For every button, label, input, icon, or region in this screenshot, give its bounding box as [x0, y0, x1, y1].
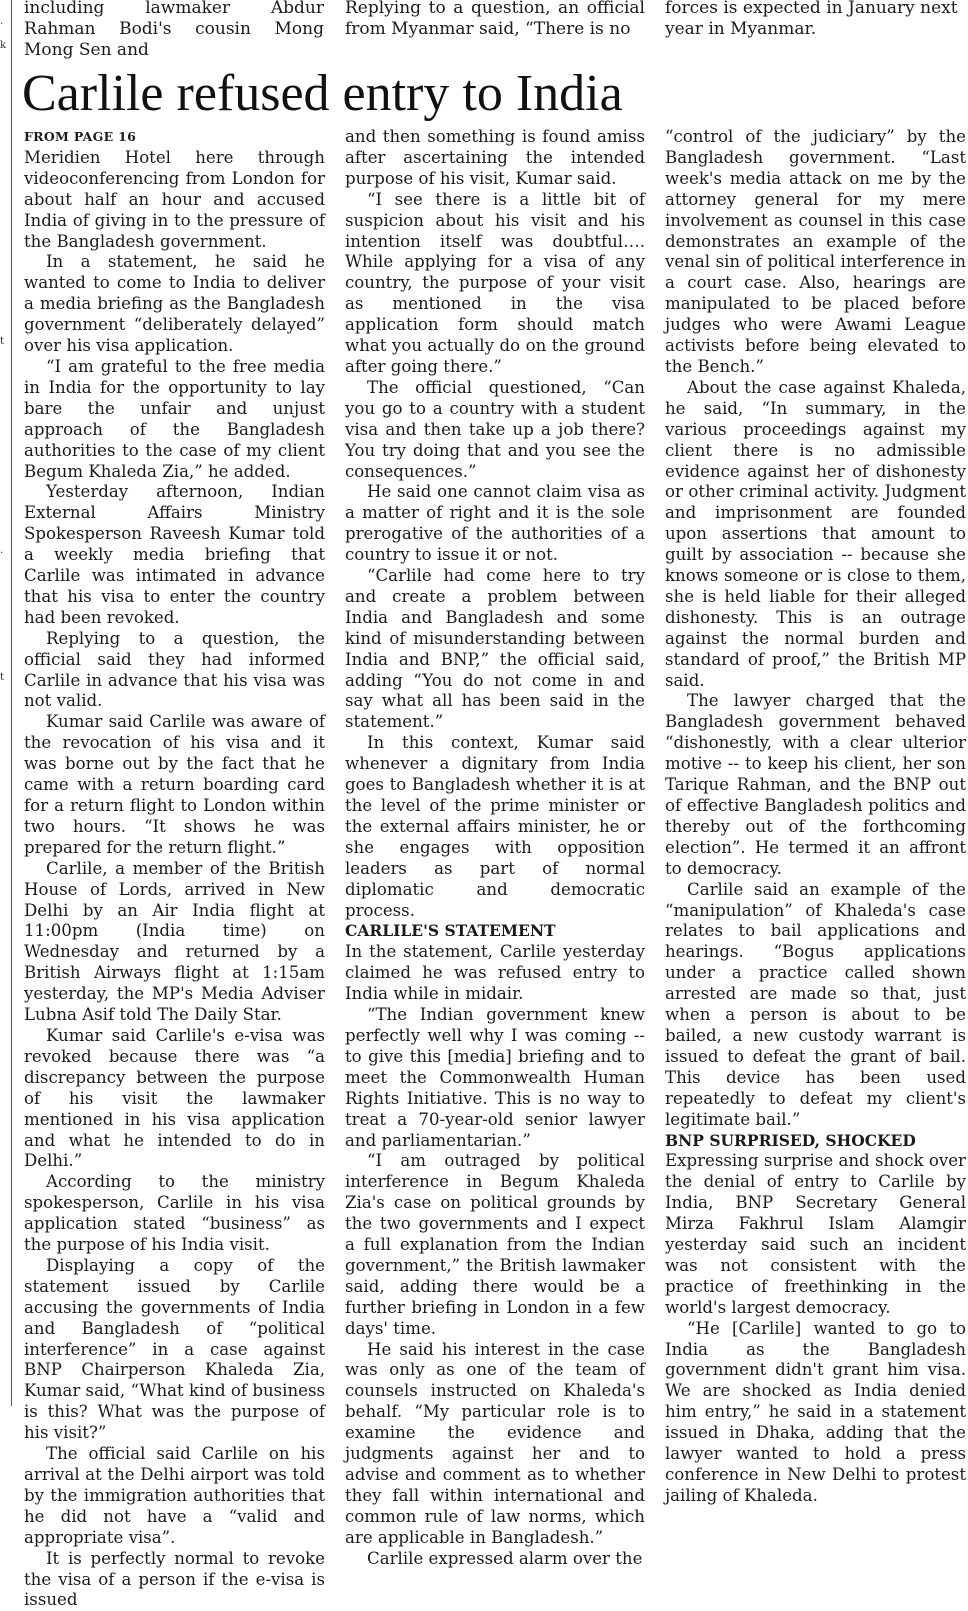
paragraph: It is perfectly normal to revoke the visa of a person if the e-visa is issued [24, 1548, 325, 1610]
paragraph: Displaying a copy of the statement issued by Carlile accusing the governments of India and Bangladesh of “political interference” in a case against BNP Chairperson Khaleda Zia, Kumar said, “What kind of business is this? What was the purpose of his visit?” [24, 1255, 325, 1443]
paragraph: “control of the judiciary” by the Bangladesh government. “Last week's media attack on me by the attorney general for my mere involvement as counsel in this case demonstrates an example of the venal sin of political interference in a court case. Also, hearings are manipulated to be placed before judges who were Awami League activists before being elevated to the Bench.” [665, 127, 966, 376]
margin-gutter [0, 0, 10, 1406]
paragraph: “The Indian government knew perfectly well why I was coming -- to give this [media] briefing and to meet the Commonwealth Human Rights Initiative. This is no way to treat a 70-year-old senior lawyer and parliamentarian.” [345, 1005, 645, 1150]
article-column-3 [665, 127, 966, 1505]
subheading: BNP SURPRISED, SHOCKED [665, 1130, 916, 1150]
paragraph: Carlile, a member of the British House of Lords, arrived in New Delhi by an Air India flight at 11:00pm (India time) on Wednesday and returned by a British Airways flight at 1:15am yesterday, the MP's Media Adviser Lubna Asif told The Daily Star. [24, 858, 325, 1025]
paragraph: “I see there is a little bit of suspicion about his visit and his intention itself was doubtful…. While applying for a visa of any country, the purpose of your visit as mentioned in the visa application form should match what you actually do on the ground after going there.” [345, 189, 645, 376]
paragraph: Carlile expressed alarm over the [367, 1548, 643, 1568]
headline: Carlile refused entry to India [22, 65, 623, 122]
column-rule [11, 0, 12, 1406]
paragraph: In a statement, he said he wanted to come to India to deliver a media briefing as the Bangladesh government “deliberately delayed” over his visa application. [24, 252, 325, 356]
margin-char: t [0, 672, 5, 683]
paragraph: He said one cannot claim visa as a matter of right and it is the sole prerogative of the authorities of a country to issue it or not. [345, 482, 645, 565]
paragraph: “I am grateful to the free media in India for the opportunity to lay bare the unfair and unjust approach of the Bangladesh authorities to the case of my client Begum Khaleda Zia,” he added. [24, 356, 325, 481]
margin-char: k [0, 40, 7, 51]
previous-story-col-2: Replying to a question, an official from Myanmar said, “There is no [345, 0, 645, 39]
paragraph: In this context, Kumar said whenever a dignitary from India goes to Bangladesh whether it is at the level of the prime minister or the external affairs minister, he or she engages with opposition leaders as part of normal diplomatic and democratic process. [345, 733, 645, 920]
previous-story-col-1: including lawmaker Abdur Rahman Bodi's cousin Mong Mong Sen and [24, 0, 324, 60]
paragraph: He said his interest in the case was only as one of the team of counsels instructed on Khaleda's behalf. “My particular role is to examine the evidence and judgments against her and to advise and comment as to whether they fall within international and common rule of law norms, which are applicable in Bangladesh.” [345, 1339, 645, 1547]
jump-line: FROM PAGE 16 [24, 129, 137, 144]
paragraph: Replying to a question, the official said they had informed Carlile in advance that his visa was not valid. [24, 628, 325, 711]
subheading: CARLILE'S STATEMENT [345, 921, 556, 941]
paragraph: “I am outraged by political interference in Begum Khaleda Zia's case on political grounds by the two governments and I expect a full explanation from the Indian government,” the British lawmaker said, adding there would be a further briefing in London in a few days' time. [345, 1151, 645, 1338]
margin-char: t [0, 336, 5, 347]
margin-char: . [0, 545, 4, 556]
paragraph: The official said Carlile on his arrival at the Delhi airport was told by the immigration authorities that he did not have a “valid and appropriate visa”. [24, 1444, 325, 1547]
paragraph: and then something is found amiss after ascertaining the intended purpose of his visit, Kumar said. [345, 127, 645, 188]
paragraph: Carlile said an example of the “manipulation” of Khaleda's case relates to bail applications and hearings. “Bogus applications under a practice called shown arrested are made so that, just when a person is about to be bailed, a new custody warrant is issued to defeat the grant of bail. This device has been used repeatedly to defeat my client's legitimate bail.” [665, 879, 966, 1129]
article-column-1 [24, 127, 325, 1610]
paragraph: The lawyer charged that the Bangladesh government behaved “dishonestly, with a clear ulterior motive -- to keep his client, her son Tarique Rahman, and the BNP out of effective Bangladesh politics and thereby out of the forthcoming election”. He termed it an affront to democracy. [665, 691, 966, 878]
paragraph: In the statement, Carlile yesterday claimed he was refused entry to India while in midair. [345, 942, 645, 1004]
paragraph: Yesterday afternoon, Indian External Affairs Ministry Spokesperson Raveesh Kumar told a weekly media briefing that Carlile was intimated in advance that his visa to enter the country had been revoked. [24, 482, 325, 627]
paragraph: Meridien Hotel here through videoconferencing from London for about half an hour and accused India of giving in to the pressure of the Bangladesh government. [24, 147, 325, 251]
paragraph: “Carlile had come here to try and create a problem between India and Bangladesh and some kind of misunderstanding between India and BNP,” the official said, adding “You do not come in and say what all has been said in the statement.” [345, 566, 645, 732]
paragraph: The official questioned, “Can you go to a country with a student visa and then take up a job there? You try doing that and you see the consequences.” [345, 377, 645, 481]
paragraph: About the case against Khaleda, he said, “In summary, in the various proceedings against my client there is no admissible evidence against her of dishonesty or other criminal activity. Judgment and imprisonment are founded upon assertions that amount to guilt by association -- because she knows someone or is close to them, she is held liable for their alleged dishonesty. This is an outrage against the normal burden and standard of proof,” the British MP said. [665, 377, 966, 690]
paragraph: Kumar said Carlile's e-visa was revoked because there was “a discrepancy between the purpose of his visit the lawmaker mentioned in his visa application and what he intended to do in Delhi.” [24, 1025, 325, 1171]
article-column-2 [345, 127, 645, 1568]
previous-story-col-3: forces is expected in January next year in Myanmar. [665, 0, 958, 39]
paragraph: Expressing surprise and shock over the denial of entry to Carlile by India, BNP Secretary General Mirza Fakhrul Islam Alamgir yesterday said such an incident was not consistent with the practice of freethinking in the world's largest democracy. [665, 1151, 966, 1317]
previous-story-tail [24, 0, 968, 60]
paragraph: According to the ministry spokesperson, Carlile in his visa application stated “business” as the purpose of his India visit. [24, 1172, 325, 1255]
paragraph: Kumar said Carlile was aware of the revocation of his visa and it was borne out by the fact that he came with a return boarding card for a return flight to London within two hours. “It shows he was prepared for the return flight.” [24, 712, 325, 857]
paragraph: “He [Carlile] wanted to go to India as the Bangladesh government didn't grant him visa. We are shocked as India denied him entry,” he said in a statement issued in Dhaka, adding that the lawyer wanted to hold a press conference in New Delhi to protest jailing of Khaleda. [665, 1318, 966, 1505]
margin-char: . [0, 16, 4, 27]
